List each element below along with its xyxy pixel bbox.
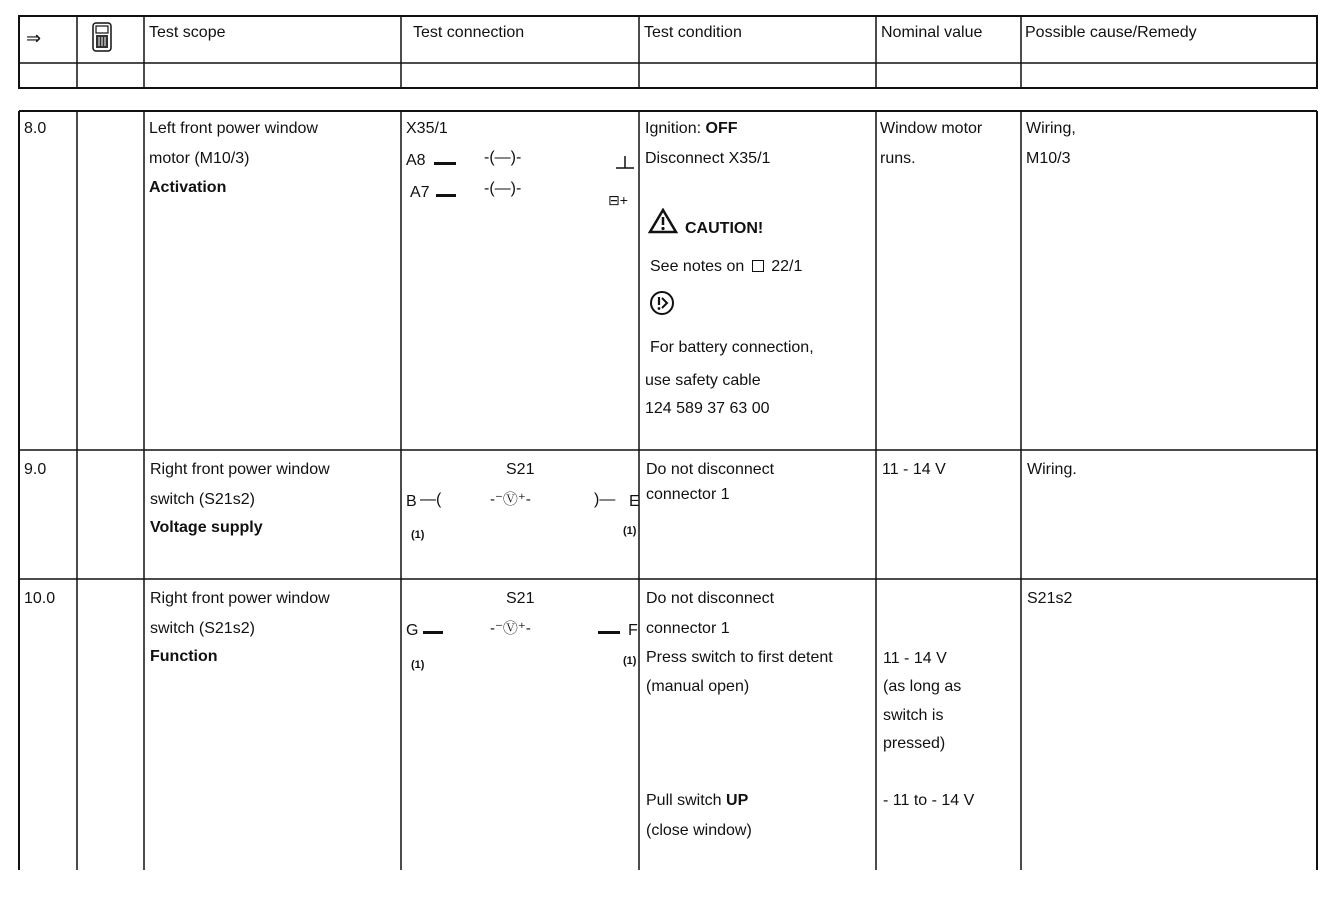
- nominal-line: runs.: [880, 150, 916, 167]
- pin-label: F: [628, 622, 638, 639]
- condition-line: connector 1: [646, 486, 730, 503]
- condition-line: Ignition: OFF: [645, 120, 738, 137]
- condition-line: use safety cable: [645, 372, 761, 389]
- battery-icon: ⊟+: [608, 192, 628, 208]
- nominal-line: switch is: [883, 707, 944, 724]
- wire-symbol: -(—)-: [484, 149, 522, 166]
- condition-line: Do not disconnect: [646, 461, 775, 478]
- nominal-line: Window motor: [880, 120, 983, 137]
- nominal-line: (as long as: [883, 678, 962, 695]
- wire-symbol: -(—)-: [484, 180, 522, 197]
- wire-lead: [436, 194, 456, 197]
- step-number: 10.0: [24, 590, 56, 607]
- notice-icon: [649, 290, 675, 316]
- step-number: 8.0: [24, 120, 47, 137]
- condition-line: Disconnect X35/1: [645, 150, 771, 167]
- condition-line: For battery connection,: [650, 339, 814, 356]
- col-header-connection: Test connection: [413, 24, 525, 41]
- remedy-line: S21s2: [1027, 590, 1073, 607]
- pin-label: E: [629, 493, 640, 510]
- wire-lead: [598, 631, 620, 634]
- test-table: [18, 110, 1318, 870]
- tester-icon: [92, 22, 112, 52]
- step-number: 9.0: [24, 461, 47, 478]
- arrow-icon: ⇒: [26, 28, 42, 48]
- ground-icon: [614, 154, 636, 170]
- pin-label: A7: [410, 184, 430, 201]
- table-header: [18, 15, 1318, 89]
- condition-line: Pull switch UP: [646, 792, 749, 809]
- component-label: S21: [506, 461, 535, 478]
- remedy-line: M10/3: [1026, 150, 1071, 167]
- remedy-line: Wiring,: [1026, 120, 1076, 137]
- scope-title: Voltage supply: [150, 519, 263, 536]
- part-number: 124 589 37 63 00: [645, 400, 770, 417]
- col-header-nominal: Nominal value: [881, 24, 983, 41]
- condition-line: Press switch to first detent: [646, 649, 833, 666]
- nominal-line: - 11 to - 14 V: [883, 792, 975, 809]
- condition-line: connector 1: [646, 620, 730, 637]
- pin-label: G: [406, 622, 419, 639]
- warning-triangle-icon: [648, 208, 678, 234]
- voltmeter-icon: -⁻Ⓥ⁺-: [490, 620, 531, 637]
- col-header-scope: Test scope: [149, 24, 226, 41]
- pin-label: A8: [406, 152, 426, 169]
- document-ref-icon: [752, 260, 764, 272]
- remedy-line: Wiring.: [1027, 461, 1077, 478]
- condition-line: (close window): [646, 822, 752, 839]
- voltmeter-icon: -⁻Ⓥ⁺-: [490, 491, 531, 508]
- scope-line: Right front power window: [150, 590, 330, 607]
- wire-lead: [434, 162, 456, 165]
- nominal-value: 11 - 14 V: [882, 461, 946, 478]
- nominal-line: 11 - 14 V: [883, 650, 947, 667]
- condition-line: Do not disconnect: [646, 590, 775, 607]
- scope-line: switch (S21s2): [150, 491, 255, 508]
- plug-symbol: )—: [594, 491, 616, 508]
- scope-line: Left front power window: [149, 120, 318, 137]
- ref-label: (1): [411, 529, 425, 541]
- condition-line: See notes on 22/1: [650, 258, 803, 275]
- ref-label: (1): [623, 525, 637, 537]
- ref-label: (1): [411, 659, 425, 671]
- connector-label: X35/1: [406, 120, 448, 137]
- scope-line: motor (M10/3): [149, 150, 250, 167]
- scope-title: Activation: [149, 179, 227, 196]
- col-header-condition: Test condition: [644, 24, 742, 41]
- col-header-remedy: Possible cause/Remedy: [1025, 24, 1197, 41]
- wire-lead: [423, 631, 443, 634]
- scope-title: Function: [150, 648, 218, 665]
- scope-line: Right front power window: [150, 461, 330, 478]
- caution-label: CAUTION!: [685, 220, 764, 237]
- ref-label: (1): [623, 655, 637, 667]
- scope-line: switch (S21s2): [150, 620, 255, 637]
- pin-label: B: [406, 493, 417, 510]
- nominal-line: pressed): [883, 735, 946, 752]
- condition-line: (manual open): [646, 678, 750, 695]
- component-label: S21: [506, 590, 535, 607]
- plug-symbol: —(: [420, 491, 442, 508]
